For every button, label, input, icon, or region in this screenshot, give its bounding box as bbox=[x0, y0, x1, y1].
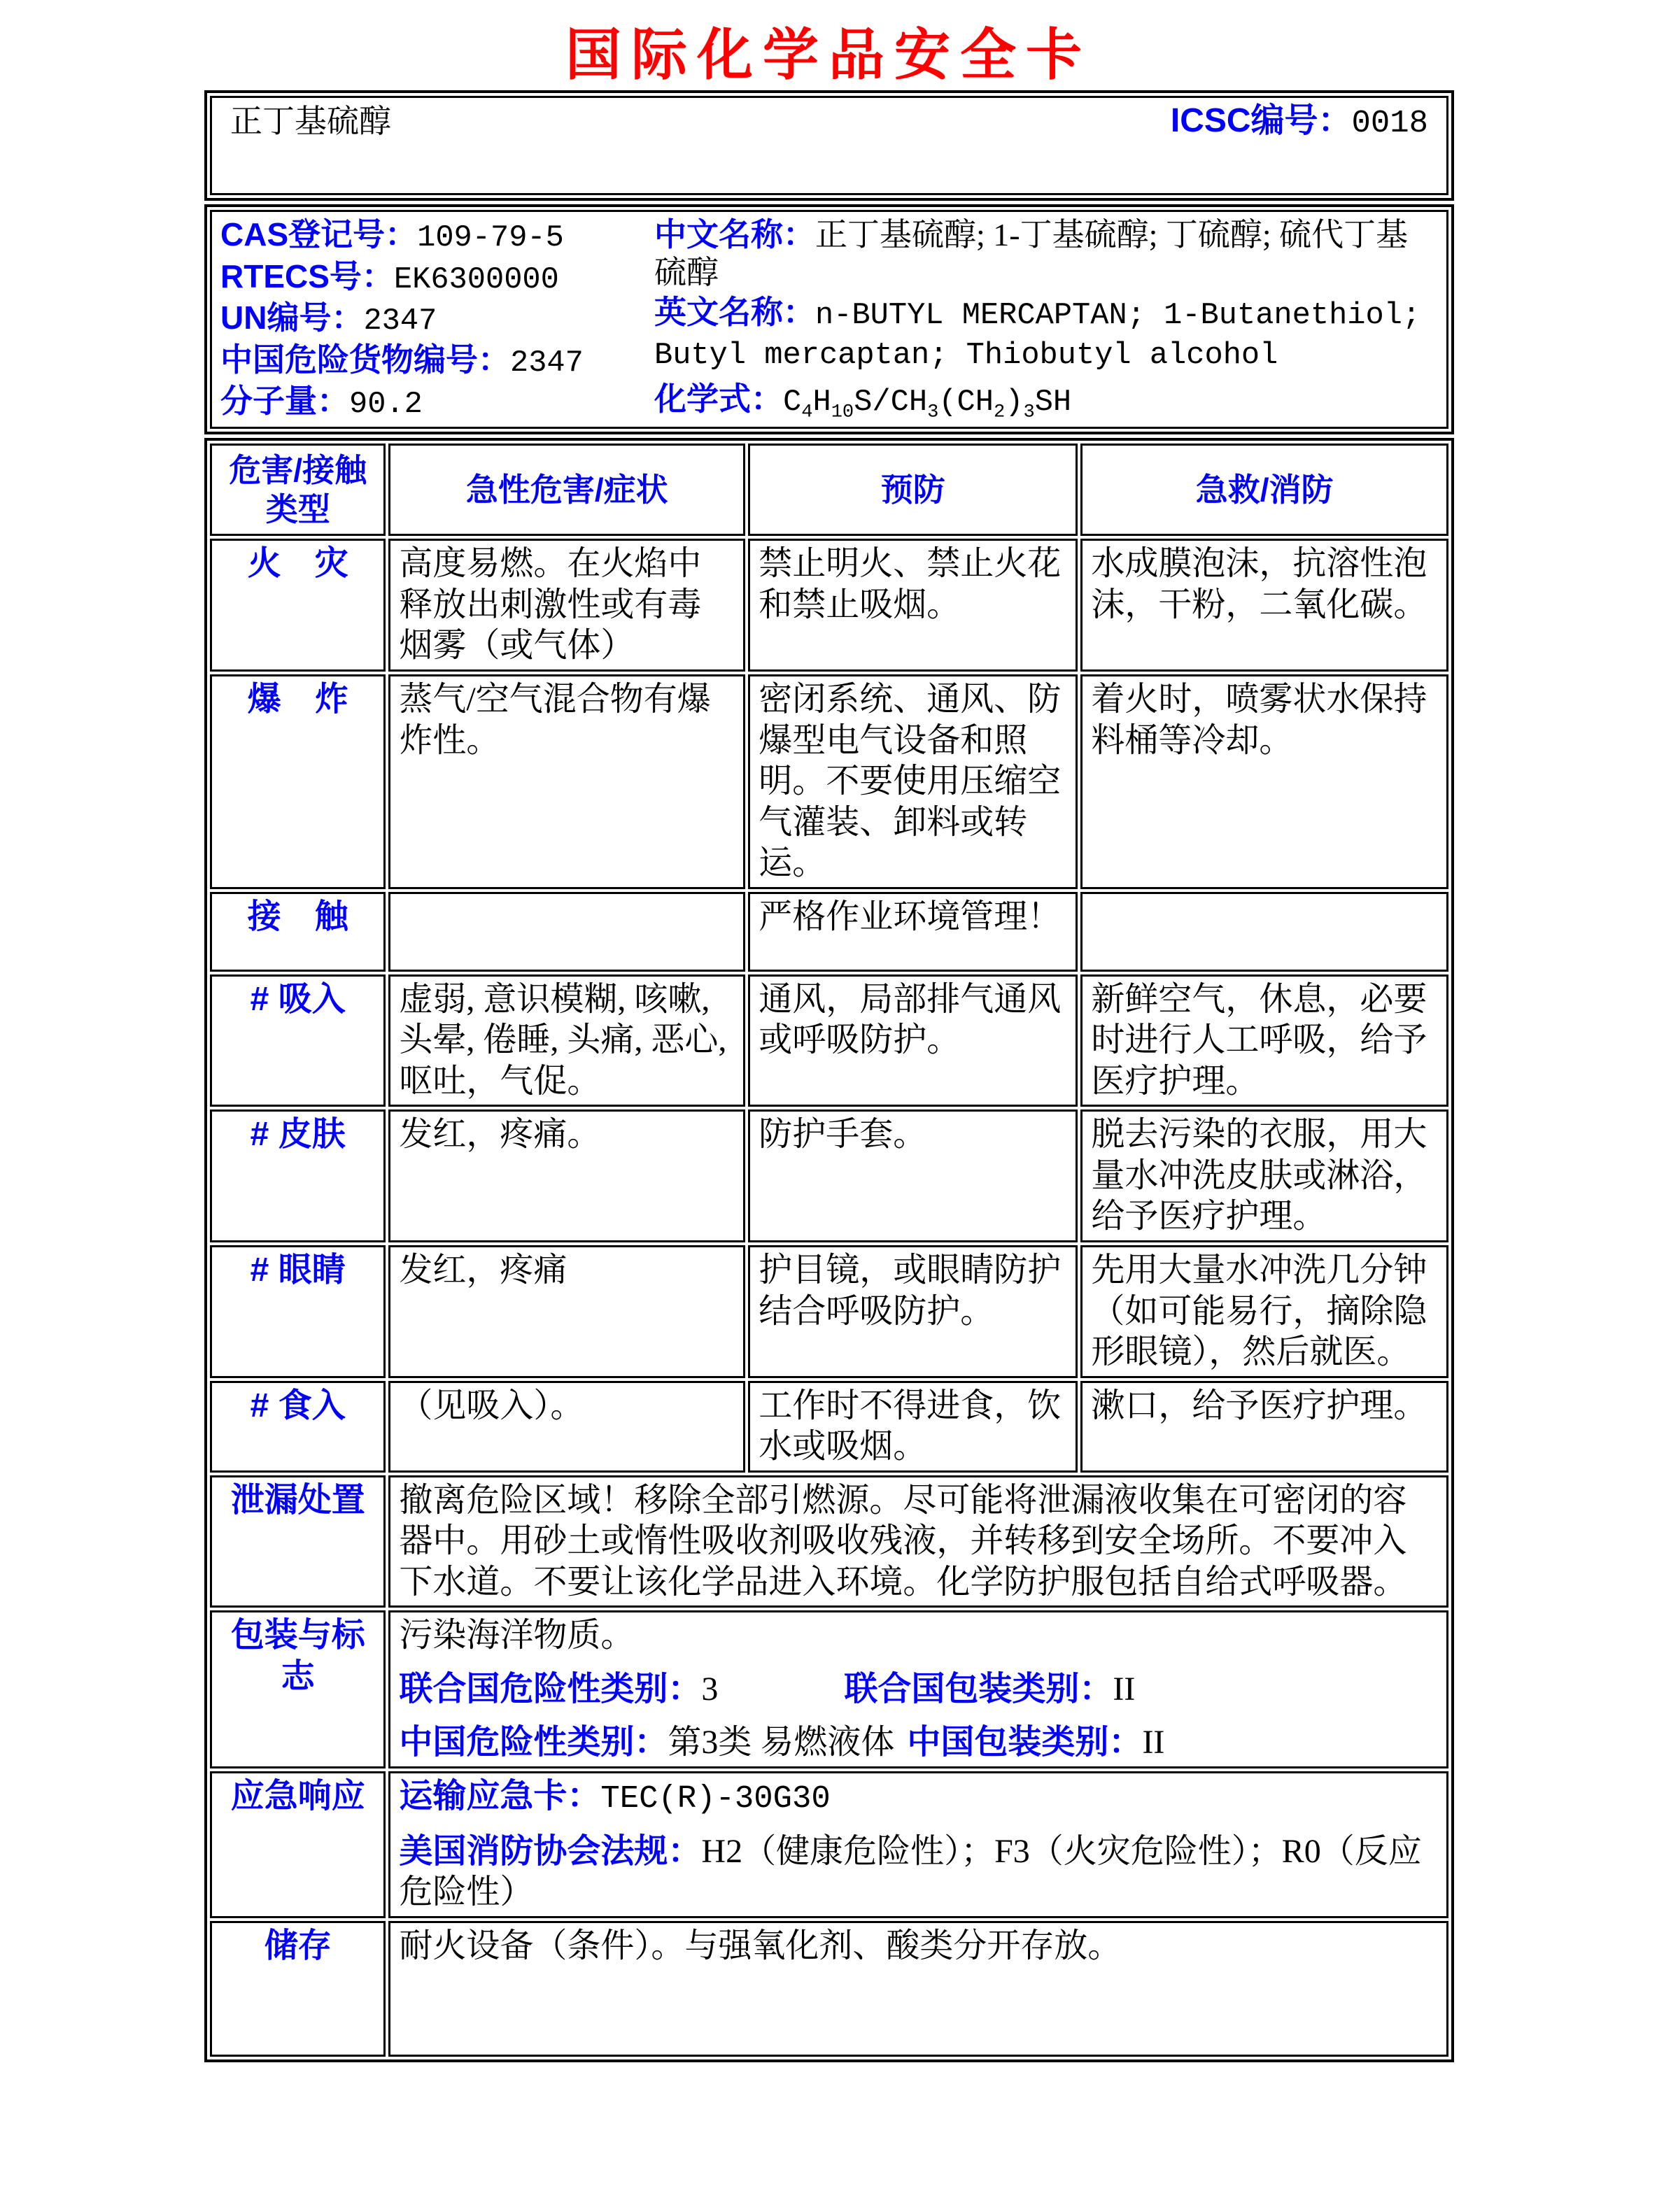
header-row bbox=[210, 96, 1448, 195]
col-header-hazard-type bbox=[210, 444, 386, 536]
tec-label: 运输应急卡： bbox=[399, 1778, 601, 1815]
row-label-skin: # 皮肤 bbox=[210, 1109, 386, 1242]
explosion-firstaid-cell: 着火时，喷雾状水保持料桶等冷却。 bbox=[1080, 674, 1448, 889]
table-row-inhalation bbox=[210, 974, 1448, 1107]
mol-weight-label: 分子量： bbox=[220, 383, 349, 420]
table-row-ingestion bbox=[210, 1381, 1448, 1473]
formula-part: SH bbox=[1034, 385, 1072, 420]
chinese-name-value: 正丁基硫醇; 1-丁基硫醇; 丁硫醇; 硫代丁基硫醇 bbox=[654, 217, 1409, 291]
row-label-storage: 储存 bbox=[210, 1921, 386, 2057]
cn-classification-line bbox=[399, 1722, 1438, 1764]
cn-pack-group-label: 中国包装类别： bbox=[907, 1724, 1143, 1761]
table-row-emergency-response bbox=[210, 1771, 1448, 1918]
chemical-name: 正丁基硫醇 bbox=[230, 104, 391, 140]
formula-part: S/CH bbox=[854, 385, 928, 420]
formula-subscript: 4 bbox=[801, 401, 813, 423]
icsc-number bbox=[1171, 101, 1428, 143]
identifiers-cell bbox=[210, 210, 1448, 429]
table-row-fire bbox=[210, 539, 1448, 672]
skin-symptoms-cell: 发红，疼痛。 bbox=[388, 1109, 745, 1242]
row-label-ingestion: # 食入 bbox=[210, 1381, 386, 1473]
chemical-formula-label: 化学式： bbox=[654, 380, 783, 417]
col-header-line: 危害/接触 bbox=[229, 452, 367, 489]
fire-firstaid-cell: 水成膜泡沫，抗溶性泡沫，干粉，二氧化碳。 bbox=[1080, 539, 1448, 672]
un-label: UN编号： bbox=[220, 299, 364, 336]
page-title: 国际化学品安全卡 bbox=[565, 24, 1092, 86]
un-number-line bbox=[220, 299, 654, 340]
header-cell bbox=[210, 96, 1448, 195]
table-row-contact bbox=[210, 892, 1448, 972]
tec-value: TEC(R)-30G30 bbox=[600, 1780, 831, 1817]
cas-label: CAS登记号： bbox=[220, 216, 418, 253]
identifiers-table bbox=[204, 204, 1454, 434]
cn-dg-label: 中国危险货物编号： bbox=[220, 341, 510, 378]
inhalation-symptoms-cell: 虚弱, 意识模糊, 咳嗽, 头晕, 倦睡, 头痛, 恶心, 呕吐，气促。 bbox=[388, 974, 745, 1107]
cn-pack-group-value: II bbox=[1142, 1724, 1165, 1761]
explosion-symptoms-cell: 蒸气/空气混合物有爆炸性。 bbox=[388, 674, 745, 889]
english-name-label: 英文名称： bbox=[654, 293, 815, 330]
col-header-firstaid: 急救/消防 bbox=[1080, 444, 1448, 536]
table-row-explosion bbox=[210, 674, 1448, 889]
chinese-name-label: 中文名称： bbox=[654, 216, 815, 253]
table-row-spill-disposal bbox=[210, 1475, 1448, 1608]
un-value: 2347 bbox=[363, 304, 437, 339]
table-row-packaging-labelling bbox=[210, 1610, 1448, 1768]
formula-subscript: 3 bbox=[927, 401, 939, 423]
fire-symptoms-cell: 高度易燃。在火焰中释放出刺激性或有毒烟雾（或气体） bbox=[388, 539, 745, 672]
skin-prevention-cell: 防护手套。 bbox=[748, 1109, 1078, 1242]
icsc-value: 0018 bbox=[1351, 105, 1428, 141]
mol-weight-line bbox=[220, 382, 654, 423]
chinese-name-line bbox=[654, 215, 1438, 292]
nfpa-value: H2（健康危险性）；F3（火灾危险性）；R0（反应危险性） bbox=[399, 1832, 1422, 1911]
un-hazard-class-value: 3 bbox=[701, 1670, 719, 1708]
cn-hazard-class-label: 中国危险性类别： bbox=[399, 1724, 668, 1761]
table-row-skin bbox=[210, 1109, 1448, 1242]
chemical-formula-value bbox=[783, 385, 1072, 423]
rtecs-number-line bbox=[220, 257, 654, 299]
cn-dg-number-line bbox=[220, 341, 654, 382]
un-classification-line bbox=[399, 1669, 1438, 1710]
table-row-storage bbox=[210, 1921, 1448, 2057]
storage-cell: 耐火设备（条件）。与强氧化剂、酸类分开存放。 bbox=[388, 1921, 1448, 2057]
chemical-formula-line bbox=[654, 380, 1438, 424]
row-label-explosion: 爆 炸 bbox=[210, 674, 386, 889]
eyes-firstaid-cell: 先用大量水冲洗几分钟（如可能易行，摘除隐形眼镜），然后就医。 bbox=[1080, 1245, 1448, 1378]
row-label-emergency-response: 应急响应 bbox=[210, 1771, 386, 1918]
formula-subscript: 2 bbox=[993, 401, 1006, 423]
identifier-list bbox=[220, 215, 654, 424]
inhalation-prevention-cell: 通风，局部排气通风或呼吸防护。 bbox=[748, 974, 1078, 1107]
contact-firstaid-cell bbox=[1080, 892, 1448, 972]
marine-pollutant-note: 污染海洋物质。 bbox=[399, 1617, 635, 1654]
spill-disposal-cell: 撤离危险区域！移除全部引燃源。尽可能将泄漏液收集在可密闭的容器中。用砂土或惰性吸收剂吸收残液，并转移到安全场所。不要冲入下水道。不要让该化学品进入环境。化学防护服包括自给式呼吸器。 bbox=[388, 1475, 1448, 1608]
ingestion-prevention-cell: 工作时不得进食，饮水或吸烟。 bbox=[748, 1381, 1078, 1473]
rtecs-label: RTECS号： bbox=[220, 257, 394, 295]
cas-number-line bbox=[220, 215, 654, 257]
row-label-spill-disposal: 泄漏处置 bbox=[210, 1475, 386, 1608]
emergency-response-cell bbox=[388, 1771, 1448, 1918]
skin-firstaid-cell: 脱去污染的衣服，用大量水冲洗皮肤或淋浴，给予医疗护理。 bbox=[1080, 1109, 1448, 1242]
icsc-label: ICSC编号： bbox=[1170, 102, 1352, 139]
contact-prevention-cell: 严格作业环境管理！ bbox=[748, 892, 1078, 972]
col-header-symptoms: 急性危害/症状 bbox=[388, 444, 745, 536]
un-pack-group-label: 联合国包装类别： bbox=[844, 1670, 1113, 1708]
formula-part: H bbox=[812, 385, 831, 420]
nfpa-label: 美国消防协会法规： bbox=[399, 1832, 702, 1870]
cn-dg-value: 2347 bbox=[510, 346, 584, 381]
mol-weight-value: 90.2 bbox=[349, 388, 423, 423]
formula-subscript: 3 bbox=[1023, 401, 1035, 423]
formula-part: (CH bbox=[938, 385, 994, 420]
eyes-prevention-cell: 护目镜，或眼睛防护结合呼吸防护。 bbox=[748, 1245, 1078, 1378]
col-header-prevention: 预防 bbox=[748, 444, 1078, 536]
cn-hazard-class-value: 第3类 易燃液体 bbox=[668, 1724, 895, 1761]
nfpa-code-line bbox=[399, 1831, 1438, 1913]
rtecs-value: EK6300000 bbox=[393, 262, 559, 297]
ingestion-symptoms-cell: （见吸入）。 bbox=[388, 1381, 745, 1473]
transport-emergency-card-line bbox=[399, 1776, 1438, 1819]
col-header-line: 类型 bbox=[265, 491, 330, 528]
row-label-inhalation: # 吸入 bbox=[210, 974, 386, 1107]
explosion-prevention-cell: 密闭系统、通风、防爆型电气设备和照明。不要使用压缩空气灌装、卸料或转运。 bbox=[748, 674, 1078, 889]
row-label-fire: 火 灾 bbox=[210, 539, 386, 672]
row-label-packaging: 包装与标志 bbox=[210, 1610, 386, 1768]
cas-value: 109-79-5 bbox=[417, 221, 564, 255]
un-hazard-class-label: 联合国危险性类别： bbox=[399, 1670, 702, 1708]
table-row-eyes bbox=[210, 1245, 1448, 1378]
inhalation-firstaid-cell: 新鲜空气，休息，必要时进行人工呼吸，给予医疗护理。 bbox=[1080, 974, 1448, 1107]
hazard-table bbox=[204, 438, 1454, 2062]
ingestion-firstaid-cell: 漱口，给予医疗护理。 bbox=[1080, 1381, 1448, 1473]
un-pack-group-value: II bbox=[1113, 1670, 1136, 1708]
eyes-symptoms-cell: 发红，疼痛 bbox=[388, 1245, 745, 1378]
names-block bbox=[654, 215, 1438, 424]
formula-subscript: 10 bbox=[831, 401, 854, 423]
contact-symptoms-cell bbox=[388, 892, 745, 972]
formula-part: ) bbox=[1005, 385, 1024, 420]
header-table bbox=[204, 90, 1454, 201]
row-label-contact: 接 触 bbox=[210, 892, 386, 972]
packaging-cell bbox=[388, 1610, 1448, 1768]
fire-prevention-cell: 禁止明火、禁止火花和禁止吸烟。 bbox=[748, 539, 1078, 672]
identifiers-row bbox=[210, 210, 1448, 429]
row-label-eyes: # 眼睛 bbox=[210, 1245, 386, 1378]
english-name-value: n-BUTYL MERCAPTAN; 1-Butanethiol; Butyl mercaptan; Thiobutyl alcohol bbox=[654, 298, 1421, 374]
formula-part: C bbox=[783, 385, 802, 420]
english-name-line bbox=[654, 293, 1438, 374]
hazard-table-header-row bbox=[210, 444, 1448, 536]
